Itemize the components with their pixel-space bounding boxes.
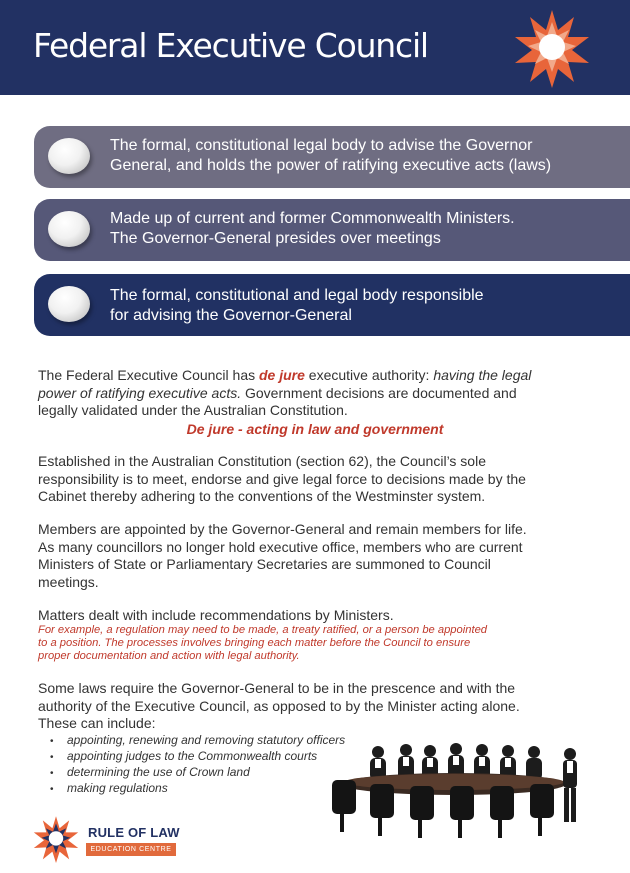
fact-line: Made up of current and former Commonwealth Ministers.	[110, 210, 515, 227]
fact-band-1	[34, 126, 630, 188]
rule-of-law-star-icon	[512, 8, 592, 88]
sphere-bullet-icon	[48, 138, 90, 174]
text-run: power of ratifying executive acts.	[38, 384, 242, 401]
fact-line: General, and holds the power of ratifying executive acts (laws)	[110, 157, 552, 174]
fact-line: for advising the Governor-General	[110, 307, 352, 324]
fact-band-text	[110, 209, 515, 249]
text-line: responsibility is to meet, endorse and give legal force to decisions made by the	[38, 470, 526, 487]
text-line: Members are appointed by the Governor-General and remain members for life.	[38, 521, 527, 537]
text-run: The Federal Executive Council has	[38, 367, 259, 383]
header-banner	[0, 0, 630, 95]
council-meeting-illustration	[326, 740, 586, 840]
laws-paragraph	[38, 680, 598, 733]
text-run: Government decisions are documented and	[241, 384, 517, 401]
list-item: • appointing, renewing and removing statutory officers	[50, 733, 345, 749]
rule-of-law-logo-icon	[32, 815, 80, 863]
text-line: Established in the Australian Constitution (section 62), the Council’s sole	[38, 453, 486, 469]
text-line: As many councillors no longer hold executive office, members who are current	[38, 538, 523, 555]
footer-brand-badge: EDUCATION CENTRE	[86, 843, 176, 856]
fact-line: The Governor-General presides over meetings	[110, 230, 441, 247]
footer-brand-title: RULE OF LAW	[88, 825, 180, 840]
de-jure-term: de jure	[259, 367, 305, 383]
fact-band-text	[110, 136, 551, 176]
list-item: • appointing judges to the Commonwealth courts	[50, 749, 345, 765]
text-line: Cabinet thereby adhering to the conventions of the Westminster system.	[38, 488, 486, 504]
example-note	[38, 624, 598, 664]
text-line: For example, a regulation may need to be made, a treaty ratified, or a person be appointed	[38, 624, 488, 636]
text-run: having the legal	[433, 367, 532, 383]
list-item: • making regulations	[50, 781, 345, 797]
text-line: These can include:	[38, 715, 156, 731]
fact-band-2	[34, 199, 630, 261]
intro-paragraph	[38, 367, 598, 420]
text-line: proper documentation and action with legal authority.	[38, 650, 300, 663]
established-paragraph	[38, 453, 598, 506]
list-item: • determining the use of Crown land	[50, 765, 345, 781]
fact-line: The formal, constitutional legal body to advise the Governor	[110, 137, 533, 154]
fact-band-3	[34, 274, 630, 336]
text-line: meetings.	[38, 573, 99, 590]
matters-paragraph	[38, 607, 598, 625]
page-title: Federal Executive Council	[33, 26, 428, 65]
de-jure-definition: De jure - acting in law and government	[186, 421, 444, 437]
text-line: to a position. The processes involves bringing each matter before the Council to ensure	[38, 637, 471, 650]
fact-band-text	[110, 286, 484, 326]
text-line: Some laws require the Governor-General to be in the prescence and with the	[38, 680, 516, 696]
text-line: Ministers of State or Parliamentary Secretaries are summoned to Council	[38, 556, 491, 572]
text-run: executive authority:	[304, 367, 434, 383]
fact-line: The formal, constitutional and legal body responsible	[110, 287, 484, 304]
powers-list	[50, 733, 345, 797]
text-line: authority of the Executive Council, as opposed to by the Minister acting alone.	[38, 697, 520, 714]
sphere-bullet-icon	[48, 211, 90, 247]
members-paragraph	[38, 521, 598, 591]
text-run: legally validated under the Australian Constitution.	[38, 402, 348, 418]
text-line: Matters dealt with include recommendations by Ministers.	[38, 607, 394, 623]
sphere-bullet-icon	[48, 286, 90, 322]
